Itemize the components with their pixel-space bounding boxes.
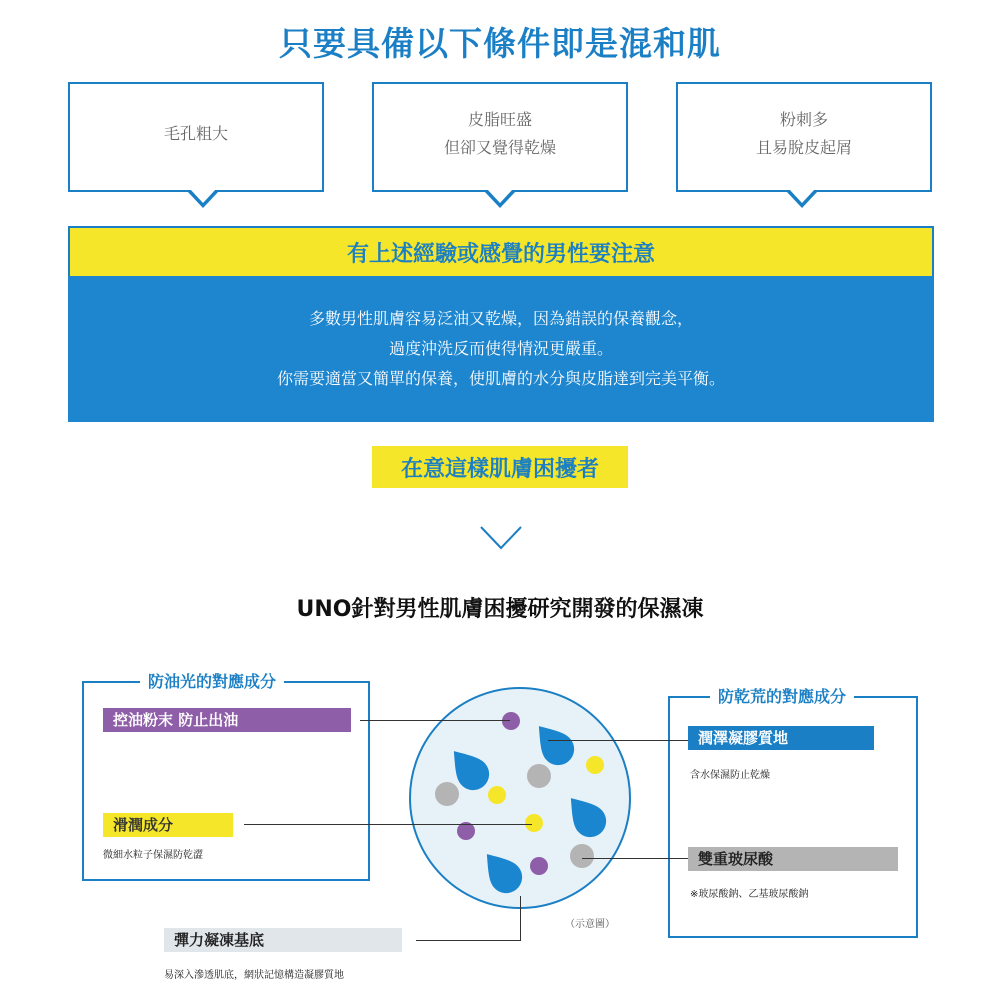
callout-pointer [786, 191, 818, 208]
product-subtitle: UNO針對男性肌膚困擾研究開發的保濕凍 [296, 597, 704, 622]
yellow-particle [586, 756, 604, 774]
callout-line: 且易脫皮起屑 [755, 138, 852, 157]
callout-acne [676, 82, 932, 192]
concern-tag: 在意這樣肌膚困擾者 [372, 446, 628, 488]
connector-line [520, 896, 521, 940]
connector-line [360, 720, 510, 721]
gel-base-label: 彈力凝凍基底 [164, 928, 402, 952]
panel-heading: 防油光的對應成分 [140, 671, 284, 693]
connector-line [582, 858, 688, 859]
hyaluronic-acid-note: ※玻尿酸鈉、乙基玻尿酸鈉 [690, 889, 809, 900]
warning-heading: 有上述經驗或感覺的男性要注意 [68, 226, 934, 276]
yellow-particle [525, 814, 543, 832]
callout-pores [68, 82, 324, 192]
gel-texture-label: 潤澤凝膠質地 [688, 726, 874, 750]
lubricant-label: 滑潤成分 [103, 813, 233, 837]
warning-line: 過度沖洗反而使得情況更嚴重。 [388, 339, 613, 358]
callout-line: 但卻又覺得乾燥 [443, 138, 556, 157]
gray-particle [570, 844, 594, 868]
page-title: 只要具備以下條件即是混和肌 [279, 24, 721, 63]
callout-line: 毛孔粗大 [163, 124, 228, 143]
gray-particle [435, 782, 459, 806]
warning-body [68, 276, 934, 422]
oil-control-powder-label: 控油粉末 防止出油 [103, 708, 351, 732]
callout-sebum [372, 82, 628, 192]
warning-line: 多數男性肌膚容易泛油又乾燥，因為錯誤的保養觀念， [308, 309, 693, 328]
connector-line [416, 940, 521, 941]
yellow-particle [488, 786, 506, 804]
hyaluronic-acid-label: 雙重玻尿酸 [688, 847, 898, 871]
callout-line: 粉刺多 [779, 110, 828, 129]
callout-pointer [187, 191, 219, 208]
chevron-down-icon [478, 524, 524, 552]
purple-particle [502, 712, 520, 730]
warning-line: 你需要適當又簡單的保養，使肌膚的水分與皮脂達到完美平衡。 [276, 369, 725, 388]
gel-base-note: 易深入滲透肌底，網狀記憶構造凝膠質地 [164, 970, 344, 981]
callout-pointer [484, 191, 516, 208]
panel-heading: 防乾荒的對應成分 [710, 686, 854, 708]
gray-particle [527, 764, 551, 788]
gel-texture-note: 含水保濕防止乾燥 [690, 770, 770, 781]
callout-line: 皮脂旺盛 [467, 110, 532, 129]
lubricant-note: 微細水粒子保濕防乾澀 [103, 850, 203, 861]
connector-line [548, 740, 688, 741]
diagram-caption: （示意圖） [565, 919, 615, 930]
purple-particle [530, 857, 548, 875]
connector-line [244, 824, 532, 825]
gel-structure-diagram [405, 683, 635, 913]
